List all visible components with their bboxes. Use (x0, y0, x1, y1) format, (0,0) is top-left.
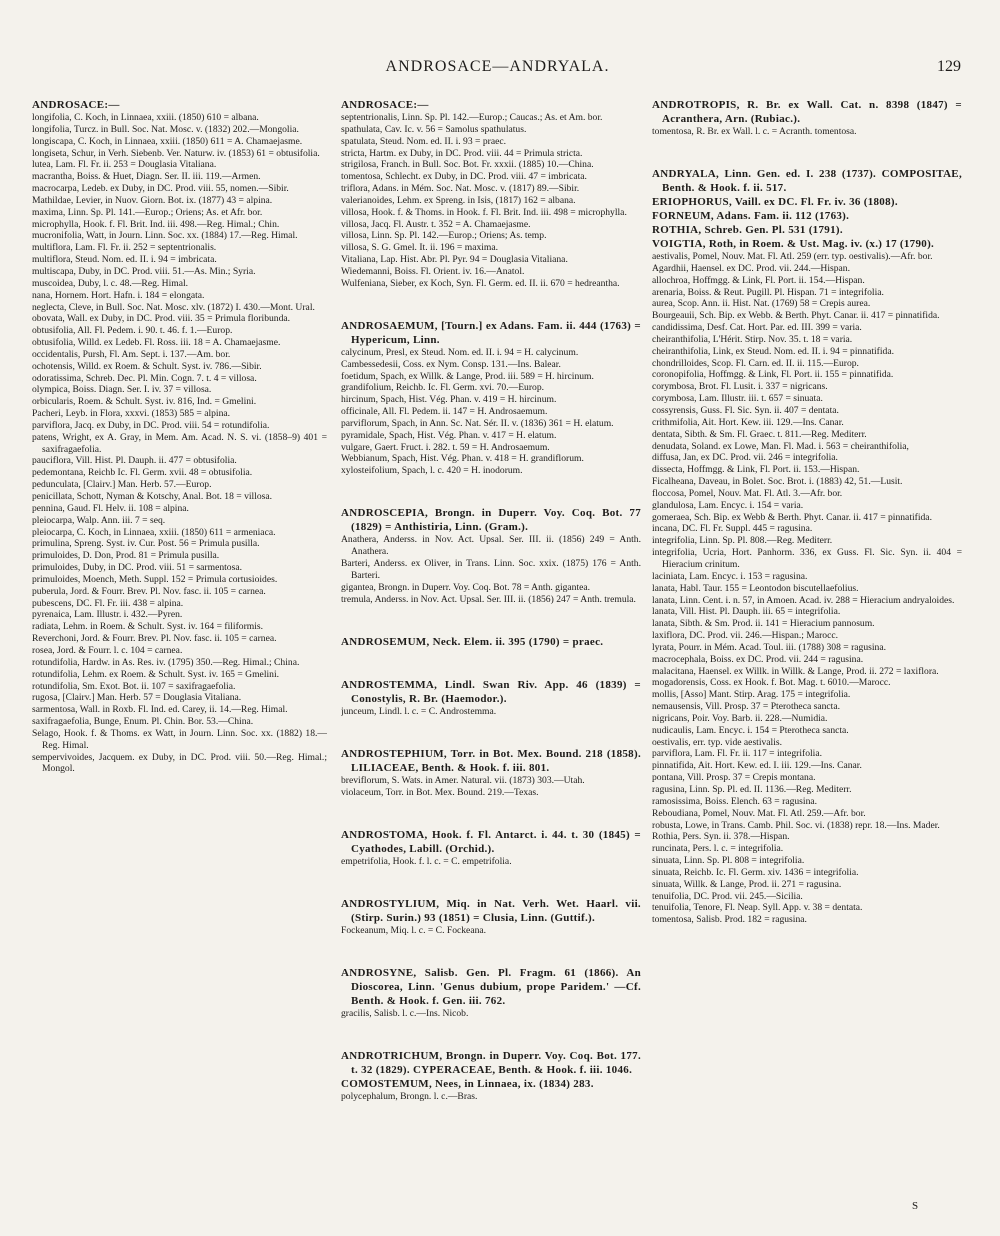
entry: Agardhii, Haensel. ex DC. Prod. vii. 244.—Hispan. (652, 262, 850, 274)
entry: parviflora, Lam. Fl. Fr. ii. 117 = integrifolia. (652, 748, 822, 760)
entry: Cambessedesii, Coss. ex Nym. Consp. 131.—Ins. Balear. (341, 358, 561, 370)
entry: floccosa, Pomel, Nouv. Mat. Fl. Atl. 3.—Afr. bor. (652, 487, 843, 499)
entry: sinuata, Willk. & Lange, Prod. ii. 271 = ragusina. (652, 878, 842, 890)
entry: Rothia, Pers. Syn. ii. 378.—Hispan. (652, 831, 790, 843)
entry-gap (341, 1029, 641, 1039)
entry: COMOSTEMUM, Nees, in Linnaea, ix. (1834) 283. (341, 1077, 594, 1090)
entry: violaceum, Torr. in Bot. Mex. Bound. 219.—Texas. (341, 786, 539, 798)
entry: hircinum, Spach, Hist. Vég. Phan. v. 419 = H. hircinum. (341, 394, 557, 406)
entry-gap (341, 487, 641, 497)
entry: pontana, Vill. Prosp. 37 = Crepis montana. (652, 772, 816, 784)
entry: spatulata, Steud. Nom. ed. II. i. 93 = praec. (341, 135, 506, 147)
entry: ANDRYALA, Linn. Gen. ed. I. 238 (1737). COMPOSITAE, Benth. & Hook. f. ii. 517. (652, 168, 962, 195)
entry: patens, Wright, ex A. Gray, in Mem. Am. Acad. N. S. vi. (1858–9) 401 = saxifragaefolia. (32, 431, 327, 455)
entry: Wiedemanni, Boiss. Fl. Orient. iv. 16.—Anatol. (341, 265, 525, 277)
entry: ANDROSTEPHIUM, Torr. in Bot. Mex. Bound. 218 (1858). LILIACEAE, Benth. & Hook. f. iii. 801. (341, 747, 641, 774)
entry: laciniata, Lam. Encyc. i. 153 = ragusina. (652, 570, 808, 582)
entry: pedemontana, Reichb Ic. Fl. Germ. xvii. 48 = obtusifolia. (32, 467, 253, 479)
entry: Barteri, Anderss. ex Oliver, in Trans. Linn. Soc. xxix. (1875) 176 = Anth. Barteri. (341, 558, 641, 581)
entry: tomentosa, R. Br. ex Wall. l. c. = Acranth. tomentosa. (652, 126, 857, 137)
entry: obtusifolia, All. Fl. Pedem. i. 90. t. 46. f. 1.—Europ. (32, 325, 233, 337)
entry: mogadorensis, Coss. ex Hook. f. Bot. Mag. t. 6010.—Marocc. (652, 677, 891, 689)
entry: Pacheri, Leyb. in Flora, xxxvi. (1853) 585 = alpina. (32, 408, 231, 420)
entry: Ficalheana, Daveau, in Bolet. Soc. Brot. i. (1883) 42, 51.—Lusit. (652, 476, 903, 488)
entry: lanata, Vill. Hist. Pl. Dauph. iii. 65 = integrifolia. (652, 606, 841, 618)
entry: Wulfeniana, Sieber, ex Koch, Syn. Fl. Germ. ed. II. ii. 670 = hedreantha. (341, 277, 620, 289)
entry: villosa, Hook. f. & Thoms. in Hook. f. Fl. Brit. Ind. iii. 498 = microphylla. (341, 206, 627, 218)
entry: Vitaliana, Lap. Hist. Abr. Pl. Pyr. 94 = Douglasia Vitaliana. (341, 254, 568, 266)
entry: pinnatifida, Ait. Hort. Kew. ed. I. iii. 129.—Ins. Canar. (652, 760, 862, 772)
entry: sinuata, Reichb. Ic. Fl. Germ. xiv. 1436 = integrifolia. (652, 866, 859, 878)
entry: pubescens, DC. Fl. Fr. iii. 438 = alpina. (32, 597, 184, 609)
entry: glandulosa, Lam. Encyc. i. 154 = varia. (652, 499, 804, 511)
entry: runcinata, Pers. l. c. = integrifolia. (652, 843, 784, 855)
entry: mollis, [Asso] Mant. Stirp. Arag. 175 = integrifolia. (652, 689, 851, 701)
entry: Mathildae, Levier, in Nuov. Giorn. Bot. ix. (1877) 43 = alpina. (32, 194, 273, 206)
entry: gracilis, Salisb. l. c.—Ins. Nicob. (341, 1007, 469, 1019)
entry: vulgare, Gaert. Fruct. i. 282. t. 59 = H. Androsaemum. (341, 441, 550, 453)
entry: parviflora, Jacq. ex Duby, in DC. Prod. viii. 54 = rotundifolia. (32, 419, 270, 431)
entry-gap (341, 615, 641, 625)
entry: officinale, All. Fl. Pedem. ii. 147 = H. Androsaemum. (341, 406, 548, 418)
entry: crithmifolia, Ait. Hort. Kew. iii. 129.—Ins. Canar. (652, 416, 844, 428)
entry: tenuifolia, Tenore, Fl. Neap. Syll. App. v. 38 = dentata. (652, 902, 863, 914)
entry: cheiranthifolia, L'Hérit. Stirp. Nov. 35. t. 18 = varia. (652, 333, 853, 345)
entry: odoratissima, Schreb. Dec. Pl. Min. Cogn. 7. t. 4 = villosa. (32, 372, 257, 384)
entry-gap (341, 946, 641, 956)
entry: nana, Hornem. Hort. Hafn. i. 184 = elongata. (32, 289, 205, 301)
entry: xylosteifolium, Spach, l. c. 420 = H. inodorum. (341, 465, 523, 477)
entry: ANDROSAEMUM, [Tourn.] ex Adans. Fam. ii. 444 (1763) = Hypericum, Linn. (341, 319, 641, 346)
entry: lutea, Lam. Fl. Fr. ii. 253 = Douglasia Vitaliana. (32, 159, 217, 171)
entry: longiscapa, C. Koch, in Linnaea, xxiii. (1850) 611 = A. Chamaejasme. (32, 135, 303, 147)
entry: lanata, Habl. Taur. 155 = Leontodon biscutellaefolius. (652, 582, 859, 594)
entry: diffusa, Jan, ex DC. Prod. vii. 246 = integrifolia. (652, 452, 838, 464)
entry: rugosa, [Clairv.] Man. Herb. 57 = Douglasia Vitaliana. (32, 692, 242, 704)
column-3 (652, 98, 962, 1218)
entry-gap (341, 299, 641, 309)
entry: multiflora, Steud. Nom. ed. II. i. 94 = imbricata. (32, 254, 217, 266)
page-title: ANDROSACE—ANDRYALA. (385, 58, 610, 75)
entry: obtusifolia, Willd. ex Ledeb. Fl. Ross. iii. 18 = A. Chamaejasme. (32, 337, 281, 349)
entry: aurea, Scop. Ann. ii. Hist. Nat. (1769) 58 = Crepis aurea. (652, 298, 871, 310)
entry: penicillata, Schott, Nyman & Kotschy, Anal. Bot. 18 = villosa. (32, 491, 273, 502)
entry: Webbianum, Spach, Hist. Vég. Phan. v. 418 = H. grandiflorum. (341, 453, 584, 465)
entry: ANDROSCEPIA, Brongn. in Duperr. Voy. Coq. Bot. 77 (1829) = Anthistiria, Linn. (Gram.). (341, 507, 641, 534)
entry: multiflora, Lam. Fl. Fr. ii. 252 = septentrionalis. (32, 242, 217, 254)
entry: pleiocarpa, C. Koch, in Linnaea, xxiii. (1850) 611 = armeniaca. (32, 526, 276, 538)
page-number: 129 (937, 58, 961, 75)
entry: orbicularis, Roem. & Schult. Syst. iv. 816, Ind. = Gmelini. (32, 396, 257, 408)
entry: primulina, Spreng. Syst. iv. Cur. Post. 56 = Primula pusilla. (32, 538, 260, 550)
entry: allochroa, Hoffmgg. & Link, Fl. Port. ii. 154.—Hispan. (652, 274, 865, 286)
entry: stricta, Hartm. ex Duby, in DC. Prod. viii. 44 = Primula stricta. (341, 147, 583, 159)
entry: villosa, S. G. Gmel. It. ii. 196 = maxima. (341, 242, 499, 254)
entry: saxifragaefolia, Bunge, Enum. Pl. Chin. Bor. 53.—China. (32, 716, 254, 728)
entry-gap (341, 727, 641, 737)
entry: longiseta, Schur, in Verh. Siebenb. Ver. Naturw. iv. (1853) 61 = obtusifolia. (32, 147, 320, 159)
entry: ramosissima, Boiss. Elench. 63 = ragusina. (652, 795, 818, 807)
entry: rotundifolia, Sm. Exot. Bot. ii. 107 = saxifragaefolia. (32, 680, 236, 692)
entry: rotundifolia, Lehm. ex Roem. & Schult. Syst. iv. 165 = Gmelini. (32, 668, 280, 680)
entry: junceum, Lindl. l. c. = C. Androstemma. (341, 705, 497, 717)
entry: pedunculata, [Clairv.] Man. Herb. 57.—Europ. (32, 479, 212, 491)
entry: breviflorum, S. Wats. in Amer. Natural. vii. (1873) 303.—Utah. (341, 774, 585, 786)
entry: Reboudiana, Pomel, Nouv. Mat. Fl. Atl. 259.—Afr. bor. (652, 807, 866, 819)
entry: spathulata, Cav. Ic. v. 56 = Samolus spathulatus. (341, 123, 527, 135)
entry: lyrata, Pourr. in Mém. Acad. Toul. iii. (1788) 308 = ragusina. (652, 641, 886, 653)
entry: puberula, Jord. & Fourr. Brev. Pl. Nov. fasc. ii. 105 = carnea. (32, 585, 266, 597)
entry-gap (341, 808, 641, 818)
entry: septentrionalis, Linn. Sp. Pl. 142.—Europ.; Caucas.; As. et Am. bor. (341, 112, 603, 123)
entry: parviflorum, Spach, in Ann. Sc. Nat. Sér. II. v. (1836) 361 = H. elatum. (341, 417, 614, 429)
entry: tremula, Anderss. in Nov. Act. Upsal. Ser. III. ii. (1856) 247 = Anth. tremula. (341, 593, 636, 605)
entry: ragusina, Linn. Sp. Pl. ed. II. 1136.—Reg. Mediterr. (652, 784, 852, 795)
entry: dissecta, Hoffmgg. & Link, Fl. Port. ii. 153.—Hispan. (652, 464, 860, 476)
entry: valerianoides, Lehm. ex Spreng. in Isis, (1817) 162 = albana. (341, 194, 576, 206)
entry: sarmentosa, Wall. in Roxb. Fl. Ind. ed. Carey, ii. 14.—Reg. Himal. (32, 704, 288, 716)
entry: primuloides, D. Don, Prod. 81 = Primula pusilla. (32, 550, 220, 562)
entry: Anathera, Anderss. in Nov. Act. Upsal. Ser. III. ii. (1856) 249 = Anth. Anathera. (341, 534, 641, 558)
entry: grandifolium, Reichb. Ic. Fl. Germ. xvi. 70.—Europ. (341, 382, 545, 394)
entry: candidissima, Desf. Cat. Hort. Par. ed. III. 399 = varia. (652, 322, 862, 334)
entry: ANDROSTEMMA, Lindl. Swan Riv. App. 46 (1839) = Conostylis, R. Br. (Haemodor.). (341, 678, 641, 705)
entry: pauciflora, Vill. Hist. Pl. Dauph. ii. 477 = obtusifolia. (32, 455, 237, 467)
entry: FORNEUM, Adans. Fam. ii. 112 (1763). (652, 210, 850, 223)
entry: pyramidale, Spach, Hist. Vég. Phan. v. 417 = H. elatum. (341, 429, 557, 441)
entry: radiata, Lehm. in Roem. & Schult. Syst. iv. 164 = filiformis. (32, 621, 264, 633)
entry: macrocephala, Boiss. ex DC. Prod. vii. 244 = ragusina. (652, 653, 864, 665)
entry: macrantha, Boiss. & Huet, Diagn. Ser. II. iii. 119.—Armen. (32, 171, 261, 183)
entry: cossyrensis, Guss. Fl. Sic. Syn. ii. 407 = dentata. (652, 405, 839, 416)
entry: gigantea, Brongn. in Duperr. Voy. Coq. Bot. 78 = Anth. gigantea. (341, 581, 591, 593)
page-header (30, 58, 965, 80)
entry: chondrilloides, Scop. Fl. Carn. ed. II. ii. 115.—Europ. (652, 357, 859, 369)
entry: integrifolia, Ucria, Hort. Panhorm. 336, ex Guss. Fl. Sic. Syn. ii. 404 = Hieracium crinitum. (652, 547, 962, 570)
entry: strigilosa, Franch. in Bull. Soc. Bot. Fr. xxxii. (1885) 10.—China. (341, 159, 594, 171)
entry: lanata, Linn. Cent. i. n. 57, in Amoen. Acad. iv. 288 = Hieracium andryaloides. (652, 594, 955, 606)
entry: ANDROSYNE, Salisb. Gen. Pl. Fragm. 61 (1866). An Dioscorea, Linn. 'Genus dubium, prope Paridem.' —Cf. Benth. & Hook. f. Gen. iii. 762. (341, 966, 641, 1007)
entry: longifolia, C. Koch, in Linnaea, xxiii. (1850) 610 = albana. (32, 112, 259, 123)
entry-gap (341, 658, 641, 668)
entry: mucronifolia, Watt, in Journ. Linn. Soc. xx. (1884) 17.—Reg. Himal. (32, 230, 298, 242)
entry: polycephalum, Brongn. l. c.—Bras. (341, 1090, 478, 1102)
entry: VOIGTIA, Roth, in Roem. & Ust. Mag. iv. (x.) 17 (1790). (652, 238, 935, 251)
entry: cheiranthifolia, Link, ex Steud. Nom. ed. II. i. 94 = pinnatifida. (652, 345, 894, 357)
entry-gap (652, 147, 962, 157)
entry-gap (341, 877, 641, 887)
entry: primuloides, Duby, in DC. Prod. viii. 51 = sarmentosa. (32, 562, 242, 574)
entry: triflora, Adans. in Mém. Soc. Nat. Mosc. v. (1817) 89.—Sibir. (341, 183, 580, 195)
entry: tenuifolia, DC. Prod. vii. 245.—Sicilia. (652, 890, 803, 902)
entry: integrifolia, Linn. Sp. Pl. 808.—Reg. Mediterr. (652, 535, 833, 547)
entry: incana, DC. Fl. Fr. Suppl. 445 = ragusina. (652, 523, 813, 535)
entry: ochotensis, Willd. ex Roem. & Schult. Syst. iv. 786.—Sibir. (32, 360, 262, 372)
entry: rosea, Jord. & Fourr. l. c. 104 = carnea. (32, 644, 183, 656)
entry: sinuata, Linn. Sp. Pl. 808 = integrifolia. (652, 855, 805, 867)
entry: Selago, Hook. f. & Thoms. ex Watt, in Journ. Linn. Soc. xx. (1882) 18.—Reg. Himal. (32, 727, 327, 751)
entry: lanata, Sibth. & Sm. Prod. ii. 141 = Hieracium pannosum. (652, 618, 875, 630)
entry: ANDROSACE:— (32, 99, 120, 111)
entry: corymbosa, Brot. Fl. Lusit. i. 337 = nigricans. (652, 381, 828, 393)
entry: macrocarpa, Ledeb. ex Duby, in DC. Prod. viii. 55, nomen.—Sibir. (32, 183, 289, 195)
entry: villosa, Linn. Sp. Pl. 142.—Europ.; Oriens; As. temp. (341, 230, 547, 242)
entry: malacitana, Haensel. ex Willk. in Willk. & Lange, Prod. ii. 272 = laxiflora. (652, 665, 939, 677)
entry: ROTHIA, Schreb. Gen. Pl. 531 (1791). (652, 224, 843, 237)
entry: ANDROSTYLIUM, Miq. in Nat. Verh. Wet. Haarl. vii. (Stirp. Surin.) 93 (1851) = Clusia, Linn. (Guttif.). (341, 897, 641, 924)
entry: Reverchoni, Jord. & Fourr. Brev. Pl. Nov. fasc. ii. 105 = carnea. (32, 633, 277, 645)
entry: microphylla, Hook. f. Fl. Brit. Ind. iii. 498.—Reg. Himal.; Chin. (32, 218, 280, 230)
entry: dentata, Sibth. & Sm. Fl. Graec. t. 811.—Reg. Mediterr. (652, 428, 867, 440)
entry: ERIOPHORUS, Vaill. ex DC. Fl. Fr. iv. 36 (1808). (652, 196, 898, 209)
entry: nemausensis, Vill. Prosp. 37 = Pterotheca sancta. (652, 701, 840, 713)
entry: nigricans, Poir. Voy. Barb. ii. 228.—Numidia. (652, 712, 828, 724)
column-1 (32, 98, 327, 1218)
entry: aestivalis, Pomel, Nouv. Mat. Fl. Atl. 259 (err. typ. oestivalis).—Afr. bor. (652, 251, 933, 263)
entry: sempervivoides, Jacquem. ex Duby, in DC. Prod. viii. 50.—Reg. Himal.; Mongol. (32, 751, 327, 775)
entry: corymbosa, Lam. Illustr. iii. t. 657 = sinuata. (652, 393, 823, 405)
entry: pennina, Gaud. Fl. Helv. ii. 108 = alpina. (32, 502, 189, 514)
entry: rotundifolia, Hardw. in As. Res. iv. (1795) 350.—Reg. Himal.; China. (32, 656, 300, 668)
entry: ANDROSACE:— (341, 99, 429, 111)
entry: ANDROTRICHUM, Brongn. in Duperr. Voy. Coq. Bot. 177. t. 32 (1829). CYPERACEAE, Benth. & Hook. f. iii. 1046. (341, 1049, 641, 1076)
entry: empetrifolia, Hook. f. l. c. = C. empetrifolia. (341, 855, 512, 867)
entry: villosa, Jacq. Fl. Austr. t. 352 = A. Chamaejasme. (341, 218, 531, 230)
entry: obovata, Wall. ex Duby, in DC. Prod. viii. 35 = Primula floribunda. (32, 313, 291, 325)
entry: laxiflora, DC. Prod. vii. 246.—Hispan.; Marocc. (652, 630, 838, 642)
entry: ANDROTROPIS, R. Br. ex Wall. Cat. n. 8398 (1847) = Acranthera, Arn. (Rubiac.). (652, 99, 962, 125)
entry: robusta, Lowe, in Trans. Camb. Phil. Soc. vi. (1838) repr. 18.—Ins. Mader. (652, 819, 940, 831)
entry: oestivalis, err. typ. vide aestivalis. (652, 736, 783, 748)
signature-mark: S (912, 1200, 919, 1212)
entry: primuloides, Moench, Meth. Suppl. 152 = Primula cortusioides. (32, 573, 278, 585)
entry: denudata, Soland. ex Lowe, Man. Fl. Mad. i. 563 = cheiranthifolia, (652, 440, 909, 452)
entry: coronopifolia, Hoffmgg. & Link, Fl. Port. ii. 155 = pinnatifida. (652, 369, 894, 381)
entry: longifolia, Turcz. in Bull. Soc. Nat. Mosc. v. (1832) 202.—Mongolia. (32, 123, 299, 135)
entry: tomentosa, Salisb. Prod. 182 = ragusina. (652, 914, 807, 926)
entry: ANDROSTOMA, Hook. f. Fl. Antarct. i. 44. t. 30 (1845) = Cyathodes, Labill. (Orchid.). (341, 828, 641, 855)
entry: pyrenaica, Lam. Illustr. i. 432.—Pyren. (32, 609, 183, 621)
entry: arenaria, Boiss. & Reut. Pugill. Pl. Hispan. 71 = integrifolia. (652, 286, 884, 298)
entry: maxima, Linn. Sp. Pl. 141.—Europ.; Oriens; As. et Afr. bor. (32, 206, 263, 218)
entry: Fockeanum, Miq. l. c. = C. Fockeana. (341, 924, 487, 936)
entry: olympica, Boiss. Diagn. Ser. I. iv. 37 = villosa. (32, 384, 212, 396)
entry: nudicaulis, Lam. Encyc. i. 154 = Pterotheca sancta. (652, 724, 849, 736)
entry: Bourgeauii, Sch. Bip. ex Webb. & Berth. Phyt. Canar. ii. 417 = pinnatifida. (652, 310, 940, 322)
entry: ANDROSEMUM, Neck. Elem. ii. 395 (1790) = praec. (341, 635, 604, 648)
entry: neglecta, Cleve, in Bull. Soc. Nat. Mosc. xlv. (1872) I. 430.—Mont. Ural. (32, 301, 315, 313)
column-2 (341, 98, 641, 1218)
entry: calycinum, Presl, ex Steud. Nom. ed. II. i. 94 = H. calycinum. (341, 346, 579, 358)
entry: multiscapa, Duby, in DC. Prod. viii. 51.—As. Min.; Syria. (32, 265, 256, 277)
entry: gomeraea, Sch. Bip. ex Webb & Berth. Phyt. Canar. ii. 417 = pinnatifida. (652, 511, 932, 523)
entry: occidentalis, Pursh, Fl. Am. Sept. i. 137.—Am. bor. (32, 348, 231, 360)
entry: muscoidea, Duby, l. c. 48.—Reg. Himal. (32, 277, 189, 289)
entry: pleiocarpa, Walp. Ann. iii. 7 = seq. (32, 514, 166, 526)
entry: foetidum, Spach, ex Willk. & Lange, Prod. iii. 589 = H. hircinum. (341, 370, 594, 382)
entry: tomentosa, Schlecht. ex Duby, in DC. Prod. viii. 47 = imbricata. (341, 171, 587, 183)
